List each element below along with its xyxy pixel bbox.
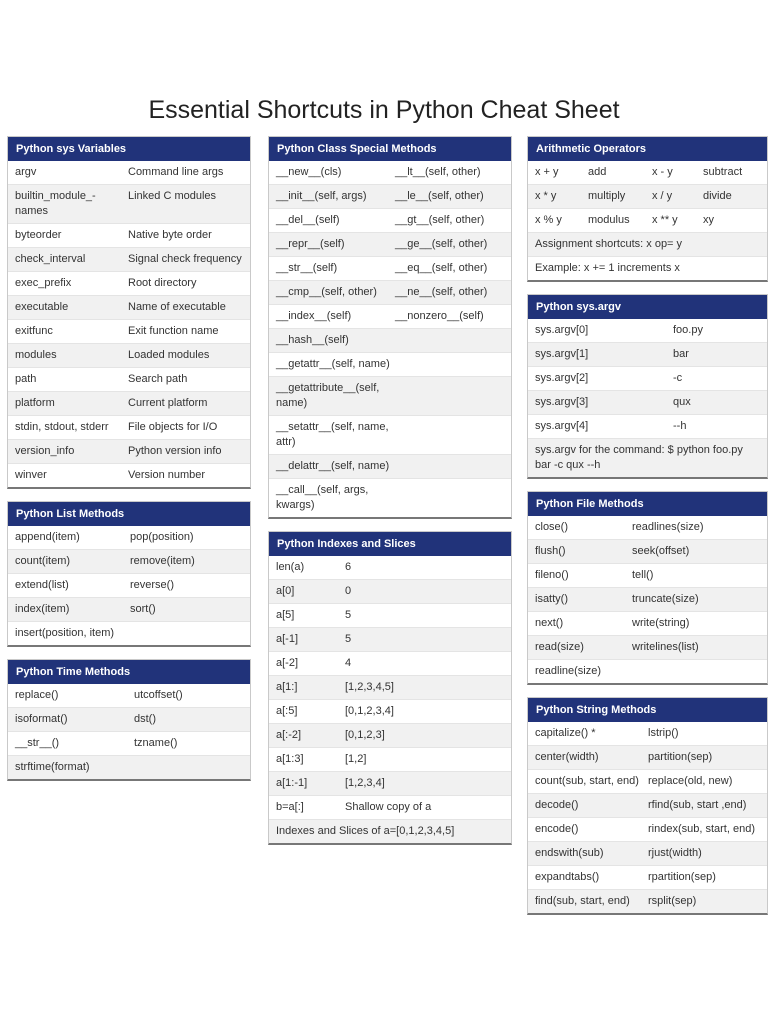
cell: stdin, stdout, stderr	[15, 421, 109, 433]
table-row	[528, 564, 767, 588]
cell: sys.argv[3]	[535, 396, 589, 408]
cell: next()	[535, 617, 564, 629]
cell: extend(list)	[15, 579, 69, 591]
cell: x ** y	[652, 214, 678, 226]
cell: __delattr__(self, name)	[276, 460, 390, 472]
cell: x * y	[535, 190, 557, 202]
cell: builtin_module_-names	[15, 190, 96, 217]
cell: Loaded modules	[128, 349, 210, 361]
table-row	[269, 416, 511, 455]
table-row	[269, 305, 511, 329]
cell: __getattr__(self, name)	[276, 358, 390, 370]
cell: Search path	[128, 373, 188, 385]
cell: strftime(format)	[15, 761, 90, 773]
cell: Root directory	[128, 277, 197, 289]
cell: __getattribute__(self, name)	[276, 382, 380, 409]
footer-text: Indexes and Slices of a=[0,1,2,3,4,5]	[276, 825, 455, 837]
cell: expandtabs()	[535, 871, 600, 883]
cell: pop(position)	[130, 531, 194, 543]
cell: insert(position, item)	[15, 627, 115, 639]
table-row	[269, 652, 511, 676]
table-row	[8, 732, 250, 756]
table-row	[8, 272, 250, 296]
cell: File objects for I/O	[128, 421, 218, 433]
section-header: Python String Methods	[528, 698, 767, 722]
cell: __cmp__(self, other)	[276, 286, 377, 298]
cell: modules	[15, 349, 57, 361]
cell	[395, 420, 513, 450]
cell: rindex(sub, start, end)	[648, 823, 755, 835]
table-row	[8, 464, 250, 487]
cell: a[0]	[276, 585, 295, 597]
table-row	[528, 367, 767, 391]
table-row	[269, 628, 511, 652]
cell: __str__()	[15, 737, 60, 749]
table-row	[8, 161, 250, 185]
cell: __le__(self, other)	[395, 190, 484, 202]
cell: partition(sep)	[648, 751, 713, 763]
cell: [0,1,2,3,4]	[345, 705, 394, 717]
table-row	[528, 391, 767, 415]
string-methods-section	[527, 697, 768, 915]
cell: 4	[345, 657, 352, 669]
cell: Linked C modules	[128, 190, 217, 202]
cell: endswith(sub)	[535, 847, 604, 859]
cell: __init__(self, args)	[276, 190, 367, 202]
cell: x - y	[652, 166, 673, 178]
table-row	[269, 281, 511, 305]
table-row	[8, 622, 250, 645]
table-row	[528, 612, 767, 636]
cell: a[:5]	[276, 705, 298, 717]
cell: subtract	[703, 166, 743, 178]
cell: path	[15, 373, 37, 385]
cell: foo.py	[673, 324, 703, 336]
table-row	[269, 479, 511, 517]
cell: reverse()	[130, 579, 175, 591]
cell: rjust(width)	[648, 847, 702, 859]
table-row	[528, 722, 767, 746]
table-row	[8, 416, 250, 440]
cell: write(string)	[632, 617, 690, 629]
table-row	[269, 724, 511, 748]
section-header: Python File Methods	[528, 492, 767, 516]
table-row	[528, 818, 767, 842]
cell: flush()	[535, 545, 566, 557]
section-note	[528, 257, 767, 280]
footer-text: sys.argv for the command: $ python foo.py bar -c qux --h	[535, 444, 743, 471]
table-row	[528, 660, 767, 683]
cell: check_interval	[15, 253, 86, 265]
cell: xy	[703, 214, 714, 226]
cell: executable	[15, 301, 69, 313]
cell: qux	[673, 396, 691, 408]
section-note	[528, 233, 767, 257]
cell: index(item)	[15, 603, 70, 615]
cell: -c	[673, 372, 683, 384]
file-methods-section	[527, 491, 768, 685]
cell: multiply	[588, 190, 626, 202]
cell: __nonzero__(self)	[395, 310, 484, 322]
cell: capitalize() *	[535, 727, 596, 739]
table-row	[269, 455, 511, 479]
cell: find(sub, start, end)	[535, 895, 630, 907]
cell: remove(item)	[130, 555, 195, 567]
cell: rfind(sub, start ,end)	[648, 799, 747, 811]
cell: __index__(self)	[276, 310, 352, 322]
cell: len(a)	[276, 561, 305, 573]
cell: tell()	[632, 569, 654, 581]
table-row	[8, 248, 250, 272]
column-middle	[268, 136, 512, 857]
table-row	[528, 319, 767, 343]
cell: count(item)	[15, 555, 71, 567]
table-row	[269, 580, 511, 604]
cell	[395, 381, 513, 411]
table-row	[8, 526, 250, 550]
table-row	[8, 368, 250, 392]
cell: exitfunc	[15, 325, 53, 337]
table-row	[269, 604, 511, 628]
cell: __new__(cls)	[276, 166, 342, 178]
cell: [1,2]	[345, 753, 367, 765]
column-right	[527, 136, 768, 927]
cell: Python version info	[128, 445, 222, 457]
table-row	[269, 772, 511, 796]
cell: isatty()	[535, 593, 568, 605]
table-row	[8, 296, 250, 320]
table-row	[8, 440, 250, 464]
table-row	[528, 516, 767, 540]
cell: b=a[:]	[276, 801, 304, 813]
cell: __ge__(self, other)	[395, 238, 488, 250]
table-row	[8, 598, 250, 622]
cell: __str__(self)	[276, 262, 338, 274]
cell: readline(size)	[535, 665, 602, 677]
cell: sys.argv[4]	[535, 420, 589, 432]
table-row	[528, 636, 767, 660]
cell: version_info	[15, 445, 75, 457]
section-header: Python Time Methods	[8, 660, 250, 684]
cell: modulus	[588, 214, 630, 226]
cell: count(sub, start, end)	[535, 775, 639, 787]
table-row	[269, 796, 511, 820]
cell: 6	[345, 561, 352, 573]
cell: platform	[15, 397, 55, 409]
cell: add	[588, 166, 607, 178]
section-header: Python List Methods	[8, 502, 250, 526]
table-row	[8, 185, 250, 224]
cell: __lt__(self, other)	[395, 166, 481, 178]
cell: seek(offset)	[632, 545, 690, 557]
column-left	[7, 136, 251, 793]
cell: encode()	[535, 823, 579, 835]
table-row	[269, 377, 511, 416]
table-row	[269, 748, 511, 772]
cell: Native byte order	[128, 229, 212, 241]
cell: __gt__(self, other)	[395, 214, 485, 226]
cell: [1,2,3,4,5]	[345, 681, 394, 693]
indexes-slices-section	[268, 531, 512, 845]
page-title: Essential Shortcuts in Python Cheat Sheet	[148, 96, 620, 124]
table-row	[528, 161, 767, 185]
cell: a[-2]	[276, 657, 299, 669]
cell: sort()	[130, 603, 156, 615]
cell: decode()	[535, 799, 579, 811]
cell: 5	[345, 633, 352, 645]
cell: a[1:-1]	[276, 777, 308, 789]
cell: center(width)	[535, 751, 599, 763]
table-row	[528, 794, 767, 818]
note-text: Example: x += 1 increments x	[535, 262, 680, 274]
table-row	[528, 209, 767, 233]
table-row	[8, 224, 250, 248]
section-header: Arithmetic Operators	[528, 137, 767, 161]
cell: Name of executable	[128, 301, 226, 313]
table-row	[528, 185, 767, 209]
cell: divide	[703, 190, 732, 202]
table-row	[8, 344, 250, 368]
cell: readlines(size)	[632, 521, 704, 533]
table-row	[8, 550, 250, 574]
cell: [0,1,2,3]	[345, 729, 385, 741]
table-row	[8, 392, 250, 416]
cell: x / y	[652, 190, 673, 202]
table-row	[269, 700, 511, 724]
section-header: Python sys.argv	[528, 295, 767, 319]
table-row	[528, 746, 767, 770]
cell: tzname()	[134, 737, 178, 749]
cell: [1,2,3,4]	[345, 777, 385, 789]
table-row	[528, 343, 767, 367]
table-row	[269, 353, 511, 377]
cell: x + y	[535, 166, 559, 178]
cell	[134, 760, 252, 775]
cell: __call__(self, args, kwargs)	[276, 484, 369, 511]
cell: a[1:]	[276, 681, 298, 693]
sys-argv-section	[527, 294, 768, 479]
cell: replace()	[15, 689, 59, 701]
cell: dst()	[134, 713, 156, 725]
section-note	[528, 439, 767, 477]
table-row	[8, 756, 250, 779]
table-row	[269, 209, 511, 233]
table-row	[8, 574, 250, 598]
cell: sys.argv[0]	[535, 324, 589, 336]
cell: bar	[673, 348, 689, 360]
cell: Version number	[128, 469, 206, 481]
table-row	[269, 257, 511, 281]
cell: 5	[345, 609, 352, 621]
cell: winver	[15, 469, 47, 481]
time-methods-section	[7, 659, 251, 781]
cell: Exit function name	[128, 325, 219, 337]
table-row	[528, 588, 767, 612]
cell: writelines(list)	[632, 641, 699, 653]
cell: a[-1]	[276, 633, 299, 645]
cell: sys.argv[2]	[535, 372, 589, 384]
section-header: Python Class Special Methods	[269, 137, 511, 161]
table-row	[269, 233, 511, 257]
cell: a[1:3]	[276, 753, 304, 765]
section-note	[269, 820, 511, 843]
cell: argv	[15, 166, 37, 178]
cell: x % y	[535, 214, 562, 226]
cell: a[:-2]	[276, 729, 302, 741]
cell	[130, 626, 252, 641]
note-text: Assignment shortcuts: x op= y	[535, 238, 683, 250]
cell: __hash__(self)	[276, 334, 349, 346]
cell: read(size)	[535, 641, 584, 653]
table-row	[528, 890, 767, 913]
section-header: Python Indexes and Slices	[269, 532, 511, 556]
cell	[632, 664, 768, 679]
cell	[395, 357, 513, 372]
cell: __repr__(self)	[276, 238, 345, 250]
cell: __setattr__(self, name, attr)	[276, 421, 389, 448]
cell: __del__(self)	[276, 214, 340, 226]
table-row	[8, 684, 250, 708]
sys-variables-section	[7, 136, 251, 489]
cell	[395, 483, 513, 513]
cell: exec_prefix	[15, 277, 72, 289]
cell: append(item)	[15, 531, 80, 543]
cell: truncate(size)	[632, 593, 699, 605]
cell: --h	[673, 420, 687, 432]
table-row	[528, 770, 767, 794]
cell: Current platform	[128, 397, 208, 409]
table-row	[528, 842, 767, 866]
table-row	[269, 161, 511, 185]
table-row	[528, 540, 767, 564]
arithmetic-operators-section	[527, 136, 768, 282]
cell: Signal check frequency	[128, 253, 242, 265]
cell: rsplit(sep)	[648, 895, 697, 907]
table-row	[528, 866, 767, 890]
list-methods-section	[7, 501, 251, 647]
cell: isoformat()	[15, 713, 68, 725]
table-row	[8, 320, 250, 344]
table-row	[8, 708, 250, 732]
table-row	[269, 676, 511, 700]
table-row	[269, 329, 511, 353]
cell: sys.argv[1]	[535, 348, 589, 360]
table-row	[269, 556, 511, 580]
table-row	[269, 185, 511, 209]
cell: rpartition(sep)	[648, 871, 716, 883]
cell: Command line args	[128, 166, 224, 178]
cell: byteorder	[15, 229, 62, 241]
cell	[395, 459, 513, 474]
cell: Shallow copy of a	[345, 801, 432, 813]
cell: utcoffset()	[134, 689, 183, 701]
cell: __eq__(self, other)	[395, 262, 488, 274]
cell: __ne__(self, other)	[395, 286, 488, 298]
class-methods-section	[268, 136, 512, 519]
cell: close()	[535, 521, 569, 533]
cell: replace(old, new)	[648, 775, 733, 787]
cell: a[5]	[276, 609, 295, 621]
cell: fileno()	[535, 569, 569, 581]
table-row	[528, 415, 767, 439]
cell: 0	[345, 585, 352, 597]
section-header: Python sys Variables	[8, 137, 250, 161]
cell	[395, 333, 513, 348]
cell: lstrip()	[648, 727, 679, 739]
